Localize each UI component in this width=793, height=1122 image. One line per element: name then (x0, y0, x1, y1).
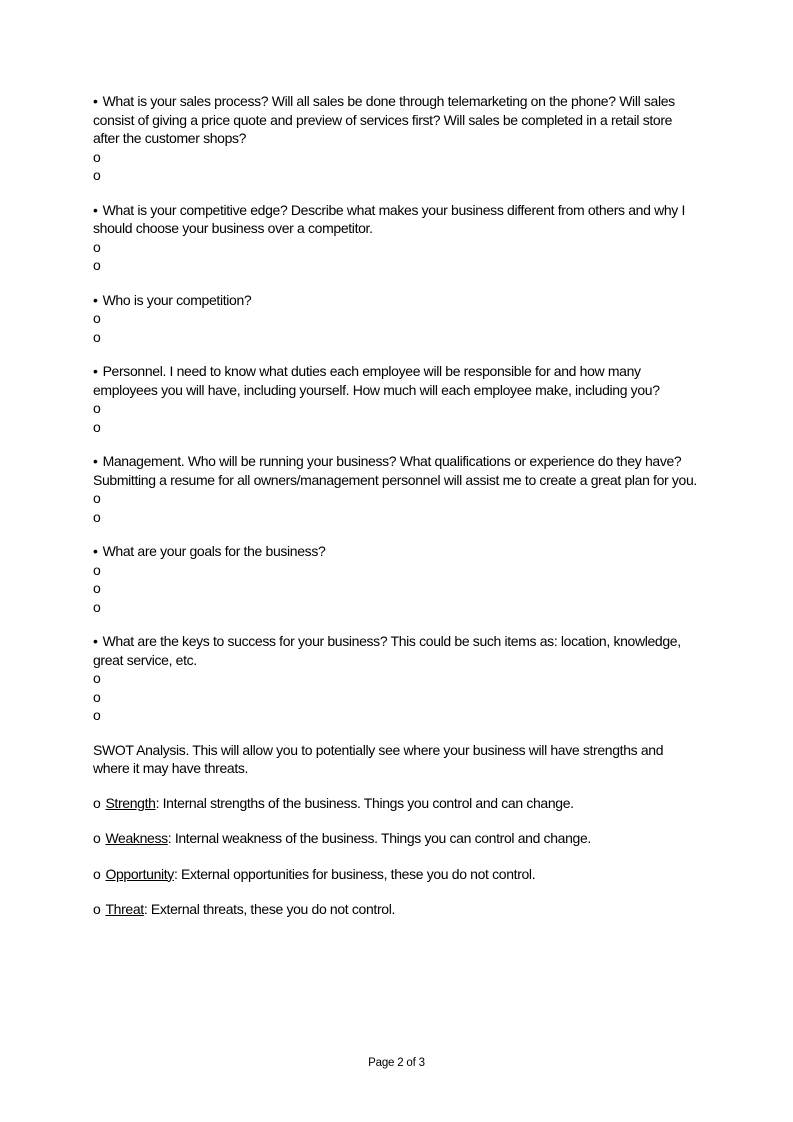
bullet-block-sales-process (93, 92, 699, 185)
swot-item-weakness (93, 829, 699, 848)
bullet-text: Personnel. I need to know what duties each employee will be responsible for and how many employees you will have, including yourself. How much will each employee make, including you? (93, 363, 660, 398)
swot-term: Weakness (105, 830, 168, 846)
bullet-paragraph (93, 362, 699, 399)
response-line-marker: o (93, 400, 101, 416)
bullet-paragraph (93, 201, 699, 238)
bullet-block-keys-to-success (93, 632, 699, 725)
swot-item-marker: o (93, 794, 101, 811)
bullet-block-competitive-edge (93, 201, 699, 275)
response-line-marker: o (93, 598, 101, 615)
response-line-marker: o (93, 490, 101, 506)
swot-description: : External opportunities for business, these you do not control. (173, 865, 536, 882)
swot-intro-paragraph: SWOT Analysis. This will allow you to potentially see where your business will have strengths and where it may have threats. (93, 741, 664, 776)
response-line-marker: o (93, 580, 101, 596)
response-line-marker: o (93, 167, 101, 183)
bullet-icon: • (93, 543, 98, 559)
swot-term: Opportunity (105, 865, 174, 882)
bullet-paragraph (93, 542, 699, 561)
bullet-icon: • (93, 363, 98, 379)
bullet-text: Management. Who will be running your business? What qualifications or experience do they have? Submitting a resume for all owners/management personnel will assist me to create a great plan for you. (93, 453, 697, 488)
page-number-footer: Page 2 of 3 (368, 1057, 425, 1069)
swot-term: Threat (105, 901, 144, 917)
swot-item-marker: o (93, 901, 101, 917)
response-line-marker: o (93, 328, 101, 345)
swot-item-strength (93, 794, 699, 813)
response-line-marker: o (93, 418, 101, 435)
swot-item-opportunity (93, 865, 699, 884)
response-line-marker: o (93, 508, 101, 525)
bullet-text: What are the keys to success for your business? This could be such items as: location, knowledge, great service, etc. (93, 633, 681, 668)
bullet-text: What are your goals for the business? (102, 543, 326, 559)
bullet-text: What is your sales process? Will all sales be done through telemarketing on the phone? Will sales consist of giving a price quote and preview of services first? Will sales be completed in a retail store after the customer shops? (93, 93, 675, 146)
bullet-block-management (93, 452, 699, 526)
bullet-block-personnel (93, 362, 699, 436)
response-line-marker: o (93, 148, 101, 165)
bullet-paragraph (93, 452, 699, 489)
swot-description: : External threats, these you do not control. (143, 901, 395, 917)
bullet-text: What is your competitive edge? Describe what makes your business different from others and why I should choose your business over a competitor. (93, 201, 685, 236)
response-line-marker: o (93, 688, 101, 705)
bullet-icon: • (93, 201, 98, 218)
swot-item-threat (93, 900, 699, 919)
swot-description: : Internal strengths of the business. Things you control and can change. (155, 794, 574, 811)
swot-description: : Internal weakness of the business. Things you can control and change. (167, 830, 591, 846)
response-line-marker: o (93, 707, 101, 723)
bullet-icon: • (93, 93, 98, 109)
bullet-text: Who is your competition? (102, 291, 252, 308)
swot-item-marker: o (93, 865, 101, 882)
bullet-paragraph (93, 92, 699, 148)
bullet-block-competition (93, 291, 699, 347)
response-line-marker: o (93, 310, 101, 326)
document-content (93, 92, 699, 936)
response-line-marker: o (93, 257, 101, 273)
bullet-icon: • (93, 633, 98, 649)
response-line-marker: o (93, 238, 101, 255)
bullet-icon: • (93, 291, 98, 308)
bullet-icon: • (93, 453, 98, 469)
response-line-marker: o (93, 670, 101, 686)
swot-item-marker: o (93, 830, 101, 846)
bullet-paragraph (93, 632, 699, 669)
response-line-marker: o (93, 561, 101, 578)
swot-term: Strength (105, 794, 156, 811)
bullet-paragraph (93, 291, 699, 310)
bullet-block-goals (93, 542, 699, 616)
